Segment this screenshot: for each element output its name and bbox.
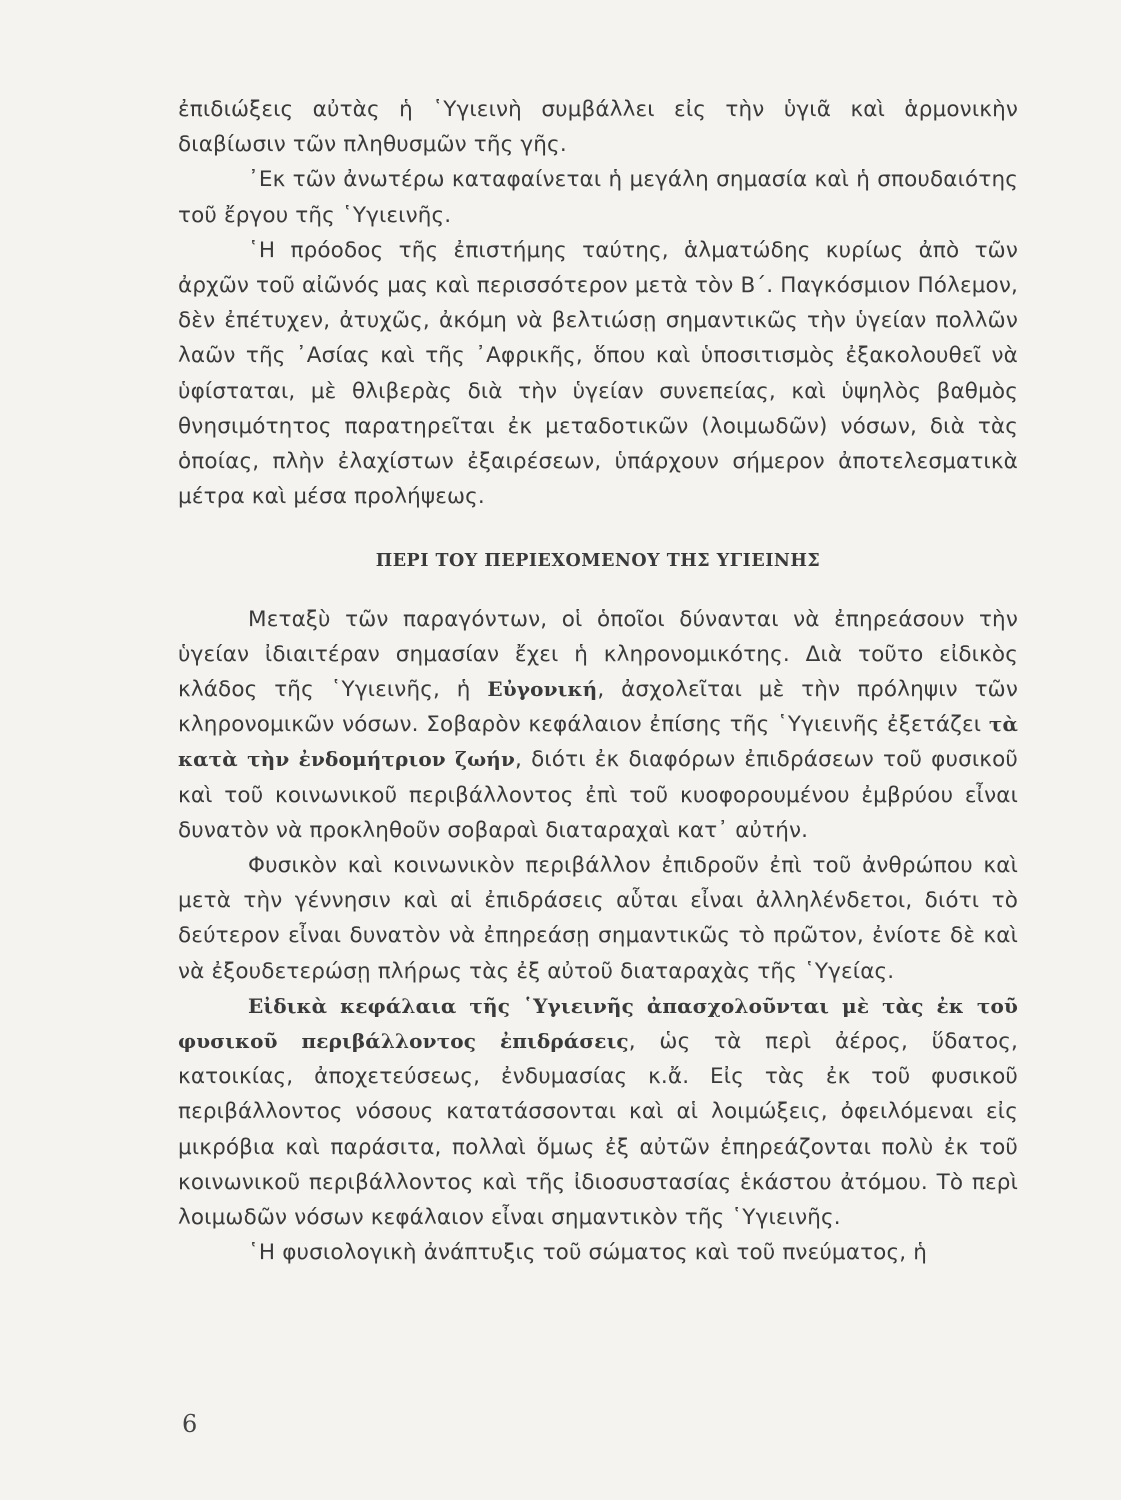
intrauterine-term: τὰ κατὰ τὴν ἐνδομήτριον ζωήν [178, 712, 1018, 772]
page-body [178, 92, 1018, 1271]
paragraph-special-chapters [178, 989, 1018, 1235]
page-number: 6 [182, 1410, 198, 1438]
eugenics-text-2: , ἀσχολεῖται μὲ τὴν πρόληψιν τῶν κληρονομικῶν νόσων. Σοβαρὸν κεφάλαιον ἐπίσης τῆς ῾Υγιεινῆς ἐξετάζει [178, 677, 1018, 738]
paragraph-environment: Φυσικὸν καὶ κοινωνικὸν περιβάλλον ἐπιδροῦν ἐπὶ τοῦ ἀνθρώπου καὶ μετὰ τὴν γέννησιν καὶ αἱ ἐπιδράσεις αὗται εἶναι ἀλληλένδετοι, διότι τὸ δεύτερον εἶναι δυνατὸν νὰ ἐπηρεάσῃ σημαντικῶς τὸ πρῶτον, ἐνίοτε δὲ καὶ νὰ ἐξουδετερώσῃ πλήρως τὰς ἐξ αὐτοῦ διαταραχὰς τῆς ῾Υγείας. [178, 853, 1018, 984]
eugenics-text-3: , διότι ἐκ διαφόρων ἐπιδράσεων τοῦ φυσικοῦ καὶ τοῦ κοινωνικοῦ περιβάλλοντος ἐπὶ τοῦ κυοφορουμένου ἐμβρύου εἶναι δυνατὸν νὰ προκληθοῦν σοβαραὶ διαταραχαὶ κατ᾿ αὐτήν. [178, 747, 1018, 843]
paragraph-importance: ᾿Εκ τῶν ἀνωτέρω καταφαίνεται ἡ μεγάλη σημασία καὶ ἡ σπουδαιότης τοῦ ἔργου τῆς ῾Υγιεινῆς. [178, 167, 1018, 228]
paragraph-aims: ἐπιδιώξεις αὐτὰς ἡ ῾Υγιεινὴ συμβάλλει εἰς τὴν ὑγιᾶ καὶ ἁρμονικὴν διαβίωσιν τῶν πληθυσμῶν τῆς γῆς. [178, 97, 1018, 158]
special-chapters-term: Εἰδικὰ κεφάλαια τῆς ῾Υγιεινῆς ἀπασχολοῦνται μὲ τὰς ἐκ τοῦ φυσικοῦ περιβάλλοντος ἐπιδράσεις [178, 993, 1018, 1054]
eugenics-term: Εὐγονική [487, 677, 598, 702]
special-chapters-text: , ὡς τὰ περὶ ἀέρος, ὕδατος, κατοικίας, ἀποχετεύσεως, ἐνδυμασίας κ.ἄ. Εἰς τὰς ἐκ τοῦ φυσικοῦ περιβάλλοντος νόσους κατατάσσονται καὶ αἱ λοιμώξεις, ὀφειλόμεναι εἰς μικρόβια καὶ παράσιτα, πολλαὶ ὅμως ἐξ αὐτῶν ἐπηρεάζονται πολὺ ἐκ τοῦ κοινωνικοῦ περιβάλλοντος καὶ τῆς ἰδιοσυστασίας ἑκάστου ἀτόμου. Τὸ περὶ λοιμωδῶν νόσων κεφάλαιον εἶναι σημαντικὸν τῆς ῾Υγιεινῆς. [178, 1029, 1018, 1231]
eugenics-text-1: Μεταξὺ τῶν παραγόντων, οἱ ὁποῖοι δύνανται νὰ ἐπηρεάσουν τὴν ὑγείαν ἰδιαιτέραν σημασίαν ἔχει ἡ κληρονομικότης. Διὰ τοῦτο εἰδικὸς κλάδος τῆς ῾Υγιεινῆς, ἡ [178, 606, 1018, 703]
section-heading: ΠΕΡΙ ΤΟΥ ΠΕΡΙΕΧΟΜΕΝΟΥ ΤΗΣ ΥΓΙΕΙΝΗΣ [375, 551, 821, 572]
paragraph-progress: ῾Η πρόοδος τῆς ἐπιστήμης ταύτης, ἁλματώδης κυρίως ἀπὸ τῶν ἀρχῶν τοῦ αἰῶνός μας καὶ περισσότερον μετὰ τὸν Β΄. Παγκόσμιον Πόλεμον, δὲν ἐπέτυχεν, ἀτυχῶς, ἀκόμη νὰ βελτιώσῃ σημαντικῶς τὴν ὑγείαν πολλῶν λαῶν τῆς ᾿Ασίας καὶ τῆς ᾿Αφρικῆς, ὅπου καὶ ὑποσιτισμὸς ἐξακολουθεῖ νὰ ὑφίσταται, μὲ θλιβερὰς διὰ τὴν ὑγείαν συνεπείας, καὶ ὑψηλὸς βαθμὸς θνησιμότητος παρατηρεῖται ἐκ μεταδοτικῶν (λοιμωδῶν) νόσων, διὰ τὰς ὁποίας, πλὴν ἐλαχίστων ἐξαιρέσεων, ὑπάρχουν σήμερον ἀποτελεσματικὰ μέτρα καὶ μέσα προλήψεως. [178, 237, 1018, 510]
paragraph-eugenics [178, 602, 1018, 848]
paragraph-development: ῾Η φυσιολογικὴ ἀνάπτυξις τοῦ σώματος καὶ τοῦ πνεύματος, ἡ [248, 1240, 927, 1266]
